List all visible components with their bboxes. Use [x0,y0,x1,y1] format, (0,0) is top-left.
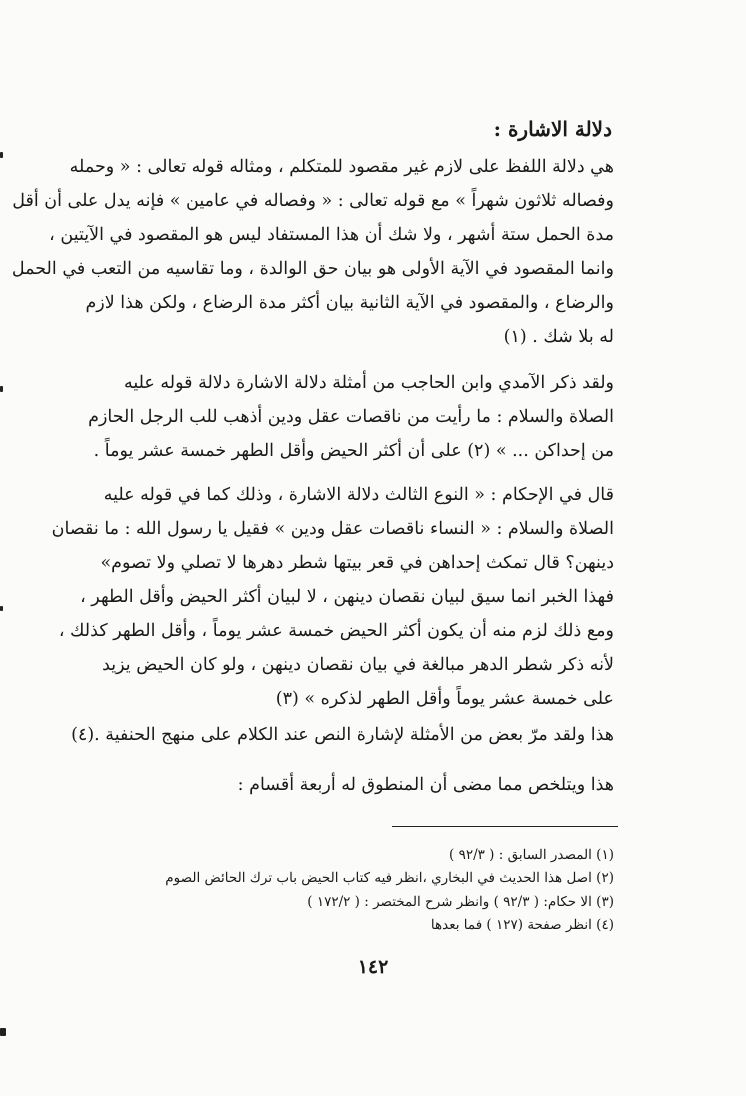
text-line: هذا ولقد مرّ بعض من الأمثلة لإشارة النص عند الكلام على منهج الحنفية .(٤) [71,725,614,745]
text-line: من إحداكن ... » (٢) على أن أكثر الحيض وأقل الطهر خمسة عشر يوماً . [93,441,614,461]
text-line: دينهن؟ قال تمكث إحداهن في قعر بيتها شطر دهرها لا تصلي ولا تصوم» [100,553,614,573]
text-line: له بلا شك . (١) [503,327,614,347]
section-heading: دلالة الاشارة : [493,117,612,141]
paragraph-ihkam-quote [51,478,614,716]
scan-edge-mark [0,606,3,611]
text-line: وانما المقصود في الآية الأولى هو بيان حق الوالدة ، وما تقاسيه من التعب في الحمل [11,259,614,279]
text-line: والرضاع ، والمقصود في الآية الثانية بيان أكثر مدة الرضاع ، ولكن هذا لازم [85,293,614,313]
paragraph-definition [11,150,614,354]
paragraph-hanafi-note [71,718,614,752]
text-line: الصلاة والسلام : « النساء ناقصات عقل ودين » فقيل يا رسول الله : ما نقصان [51,519,614,539]
scan-edge-mark [0,386,3,392]
footnote-3: (٣) الا حكام: ( ٩٢/٣ ) وانظر شرح المختصر : ( ١٧٢/٢ ) [307,894,614,910]
paragraph-amidi-example [88,366,614,468]
text-line: هي دلالة اللفظ على لازم غير مقصود للمتكلم ، ومثاله قوله تعالى : « وحمله [69,157,614,177]
text-line: لأنه ذكر شطر الدهر مبالغة في بيان نقصان دينهن ، ولو كان الحيض يزيد [102,655,614,675]
text-line: مدة الحمل ستة أشهر ، ولا شك أن هذا المستفاد ليس هو المقصود في الآيتين ، [49,225,614,245]
paragraph-summary [88,768,614,802]
text-line: الصلاة والسلام : ما رأيت من ناقصات عقل ودين أذهب للب الرجل الحازم [88,407,614,427]
text-line: ومع ذلك لزم منه أن يكون أكثر الحيض خمسة عشر يوماً ، وأقل الطهر كذلك ، [58,621,614,641]
text-line: ولقد ذكر الآمدي وابن الحاجب من أمثلة دلالة الاشارة دلالة قوله عليه [123,373,614,393]
page-number: ١٤٢ [357,956,389,978]
text-line: هذا ويتلخص مما مضى أن المنطوق له أربعة أقسام : [237,775,614,795]
footnote-separator [392,826,618,827]
scan-edge-mark [0,1028,6,1036]
text-line: على خمسة عشر يوماً وأقل الطهر لذكره » (٣) [275,689,614,709]
text-line: فهذا الخبر انما سيق لبيان نقصان دينهن ، لا لبيان أكثر الحيض وأقل الطهر ، [80,587,614,607]
text-line: قال في الإحكام : « النوع الثالث دلالة الاشارة ، وذلك كما في قوله عليه [103,485,614,505]
footnote-2: (٢) اصل هذا الحديث في البخاري ،انظر فيه كتاب الحيض باب ترك الحائض الصوم [165,870,614,886]
text-line: وفصاله ثلاثون شهراً » مع قوله تعالى : « وفصاله في عامين » فإنه يدل على أن أقل [12,191,614,211]
scan-edge-mark [0,152,3,158]
footnote-1: (١) المصدر السابق : ( ٩٢/٣ ) [449,847,614,863]
footnote-4: (٤) انظر صفحة (١٢٧ ) فما بعدها [430,917,614,933]
